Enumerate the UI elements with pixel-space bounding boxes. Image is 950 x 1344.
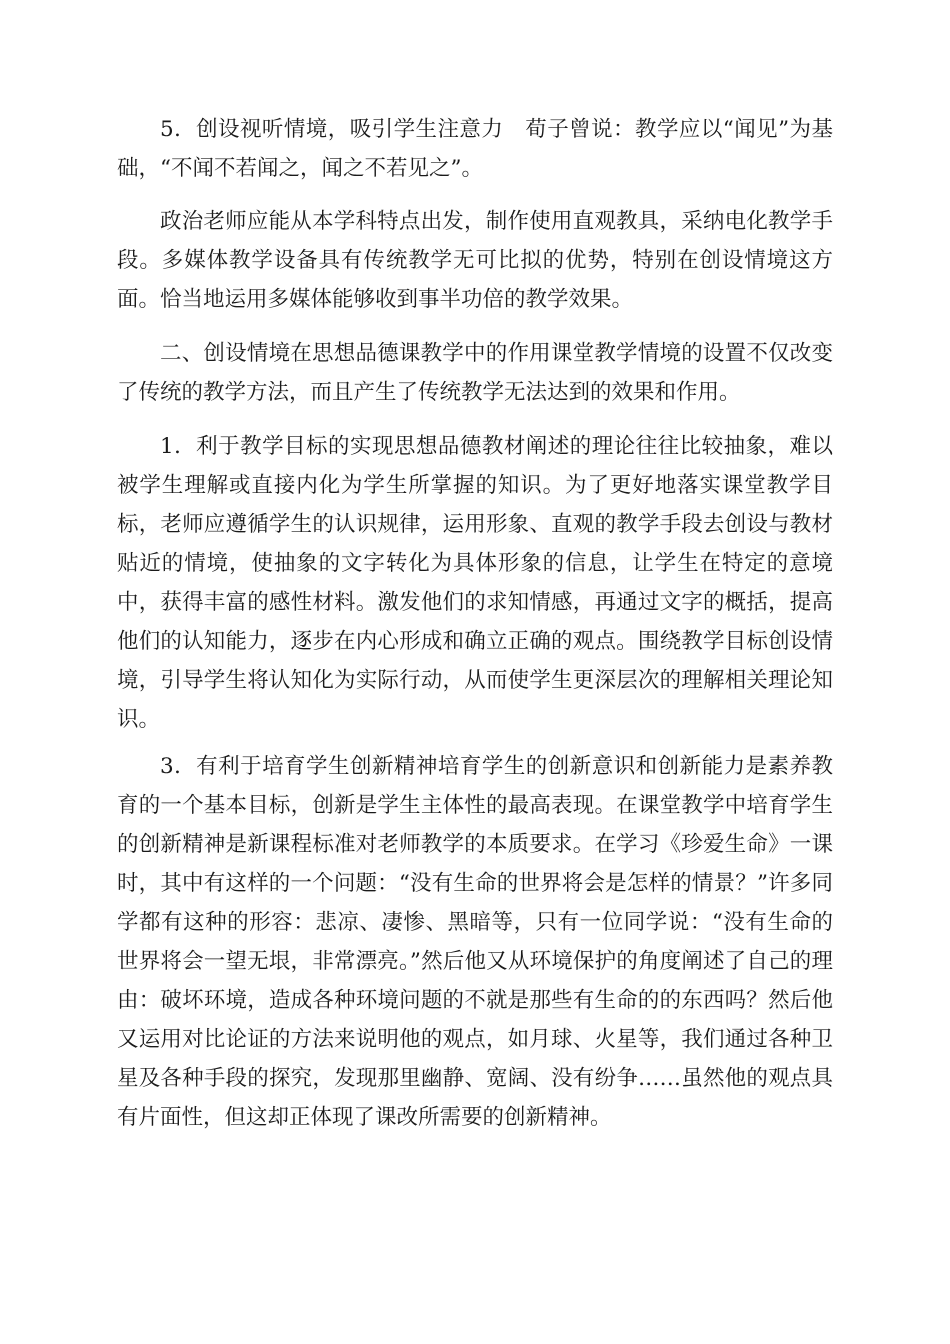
paragraph-section-two-heading: 二、创设情境在思想品德课教学中的作用课堂教学情境的设置不仅改变了传统的教学方法，而且产生了传统教学无法达到的效果和作用。 (117, 341, 833, 405)
paragraph-teaching-goals: 1．利于教学目标的实现思想品德教材阐述的理论往往比较抽象，难以被学生理解或直接内化为学生所掌握的知识。为了更好地落实课堂教学目标，老师应遵循学生的认识规律，运用形象、直观的教学手段去创设与教材贴近的情境，使抽象的文字转化为具体形象的信息，让学生在特定的意境中，获得丰富的感性材料。激发他们的求知情感，再通过文字的概括，提高他们的认知能力，逐步在内心形成和确立正确的观点。围绕教学目标创设情境，引导学生将认知化为实际行动，从而使学生更深层次的理解相关理论知识。 (117, 434, 833, 732)
paragraph-audiovisual-situation: 5．创设视听情境，吸引学生注意力 荀子曾说：教学应以“闻见”为基础，“不闻不若闻之，闻之不若见之”。 (117, 117, 833, 181)
paragraph-multimedia-teaching: 政治老师应能从本学科特点出发，制作使用直观教具，采纳电化教学手段。多媒体教学设备具有传统教学无可比拟的优势，特别在创设情境这方面。恰当地运用多媒体能够收到事半功倍的教学效果。 (117, 209, 833, 312)
paragraph-innovation-spirit: 3．有利于培育学生创新精神培育学生的创新意识和创新能力是素养教育的一个基本目标，创新是学生主体性的最高表现。在课堂教学中培育学生的创新精神是新课程标准对老师教学的本质要求。在学习《珍爱生命》一课时，其中有这样的一个问题：“没有生命的世界将会是怎样的情景？”许多同学都有这种的形容：悲凉、凄惨、黑暗等，只有一位同学说：“没有生命的世界将会一望无垠，非常漂亮。”然后他又从环境保护的角度阐述了自己的理由：破坏环境，造成各种环境问题的不就是那些有生命的的东西吗？然后他又运用对比论证的方法来说明他的观点，如月球、火星等，我们通过各种卫星及各种手段的探究，发现那里幽静、宽阔、没有纷争……虽然他的观点具有片面性，但这却正体现了课改所需要的创新精神。 (117, 754, 833, 1130)
